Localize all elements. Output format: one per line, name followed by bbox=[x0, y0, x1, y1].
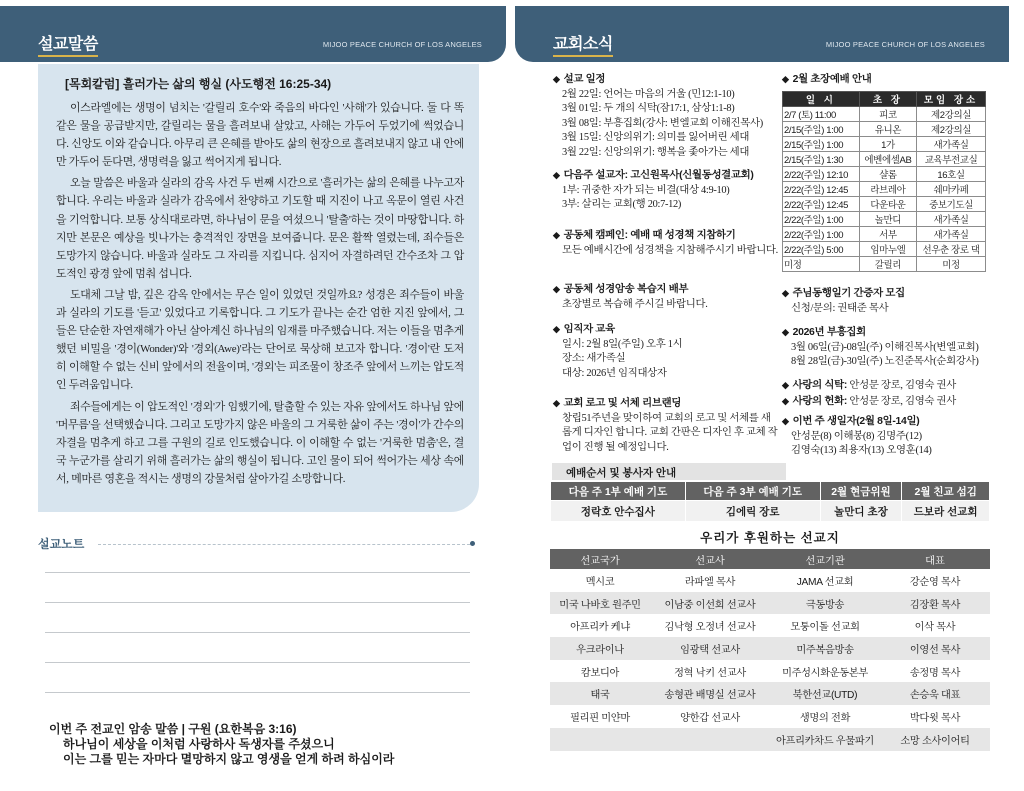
servant-table bbox=[550, 481, 990, 522]
section-title: ◆ 사랑의 식탁: bbox=[782, 380, 847, 391]
worship-order-label: 예배순서 및 봉사자 안내 bbox=[552, 463, 786, 480]
section-title: ◆ 2월 초장예배 안내 bbox=[782, 72, 992, 88]
rally-cell: 2/22(주일) 1:00 bbox=[783, 227, 860, 242]
memory-verse-heading: 이번 주 전교인 암송 말씀 | 구원 (요한복음 3:16) bbox=[49, 722, 297, 736]
missions-header: 대표 bbox=[880, 549, 990, 569]
church-name: MIJOO PEACE CHURCH OF LOS ANGELES bbox=[322, 40, 482, 49]
rally-cell: 2/22(주일) 1:00 bbox=[783, 212, 860, 227]
mission-row bbox=[550, 614, 990, 637]
rally-cell: 새가족실 bbox=[917, 212, 986, 227]
mission-row bbox=[550, 682, 990, 705]
officer-education bbox=[553, 322, 778, 381]
sermon-banner-title: 설교말씀 bbox=[38, 31, 98, 57]
rally-cell: 갈릴리 bbox=[859, 257, 916, 272]
love-flower-names: 안성문 장로, 김영숙 권사 bbox=[849, 395, 956, 407]
notes-line bbox=[45, 602, 470, 603]
rally-row bbox=[783, 197, 986, 212]
mission-row bbox=[550, 728, 990, 751]
news-page bbox=[515, 0, 1024, 791]
notes-line bbox=[45, 662, 470, 663]
mission-row bbox=[550, 705, 990, 728]
schedule-line: 3월 08일: 부흥집회(강사: 변엘교회 이해진목사) bbox=[562, 117, 763, 129]
mission-row bbox=[550, 569, 990, 592]
rally-cell: 2/22(주일) 12:45 bbox=[783, 197, 860, 212]
mission-cell: 모퉁이돌 선교회 bbox=[770, 614, 880, 637]
rally-cell: 샬롬 bbox=[859, 167, 916, 182]
bible-campaign bbox=[553, 228, 778, 258]
mission-cell: JAMA 선교회 bbox=[770, 569, 880, 592]
rally-row bbox=[783, 107, 986, 122]
schedule-line: 3월 01일: 두 개의 식탁(잠17:1, 삼상1:1-8) bbox=[562, 103, 735, 114]
rally-row bbox=[783, 137, 986, 152]
section-title: ◆ 설교 일정 bbox=[553, 72, 778, 88]
rally-cell: 다운타운 bbox=[859, 197, 916, 212]
logo-rebranding bbox=[553, 396, 778, 455]
mission-cell: 김낙형 오정녀 선교사 bbox=[650, 614, 770, 637]
section-title: ◆ 2026년 부흥집회 bbox=[782, 325, 997, 341]
revival-line: 3월 06일(금)-08일(주) 이해진목사(변엘교회) bbox=[791, 341, 979, 353]
memory-verse-line: 이는 그를 믿는 자마다 멸망하지 않고 영생을 얻게 하려 하심이라 bbox=[63, 752, 395, 766]
rally-cell: 2/22(주일) 5:00 bbox=[783, 242, 860, 257]
rally-cell: 1가 bbox=[859, 137, 916, 152]
mission-cell: 필리핀 미얀마 bbox=[550, 705, 650, 728]
rally-cell: 새가족실 bbox=[917, 137, 986, 152]
missions-table bbox=[550, 549, 990, 751]
rally-row bbox=[783, 167, 986, 182]
sermon-paragraph: 오늘 말씀은 바울과 실라의 감옥 사건 두 번째 시간으로 '흘러가는 삶의 은혜를 나누고자 합니다. 우리는 바울과 실라가 감옥에서 찬양하고 기도할 때 지진이 나고 옥문이 열린 사건을 기억합니다. 보통 상식대로라면, 하나님이 문을 여셨으니 '탈출'하는 것이 마땅합니다. 하지만 본문은 예상을 빗나가는 충격적인 장면을 보여줍니다. 문은 활짝 열렸는데, 죄수들은 도망가지 않습니다. 바울과 실라도 그 자리를 지킵니다. 심지어 자결하려던 간수조차 그 압도적인 광경 앞에 멈춰 섭니다. bbox=[56, 177, 464, 280]
memory-verse bbox=[49, 722, 489, 767]
rebranding-line: 창립51주년을 맞이하여 교회의 로고 및 서체를 새롭게 디자인 합니다. 교회 간판은 디자인 후 교체 작업이 진행 될 예정입니다. bbox=[562, 412, 778, 453]
campaign-line: 모든 예배시간에 성경책을 지참해주시기 바랍니다. bbox=[562, 244, 778, 256]
news-banner-title: 교회소식 bbox=[553, 31, 613, 57]
servant-header: 2월 현금위원 bbox=[820, 482, 902, 501]
section-title: ◆ 임직자 교육 bbox=[553, 322, 778, 338]
mission-cell: 생명의 전화 bbox=[770, 705, 880, 728]
sermon-paragraph: 이스라엘에는 생명이 넘치는 '갈릴리 호수'와 죽음의 바다인 '사해'가 있습니다. 둘 다 똑같은 물을 공급받지만, 갈릴리는 물을 흘려보내 살았고, 사해는 가두어 두었기에 썩었습니다. 신앙도 이와 같습니다. 아무리 큰 은혜를 받아도 삶의 현장으로 흘려보내지 않고 내 안에만 가두어 둔다면, 생명력을 잃고 썩어지게 됩니다. bbox=[56, 102, 464, 169]
sermon-page bbox=[0, 0, 509, 791]
notes-line bbox=[45, 632, 470, 633]
mission-cell: 라파엘 목사 bbox=[650, 569, 770, 592]
rally-row bbox=[783, 182, 986, 197]
servant-header: 다음 주 3부 예배 기도 bbox=[685, 482, 820, 501]
rally-cell: 서부 bbox=[859, 227, 916, 242]
mission-cell: 이남중 이선희 선교사 bbox=[650, 592, 770, 615]
mission-cell: 이삭 목사 bbox=[880, 614, 990, 637]
mission-cell: 강순영 목사 bbox=[880, 569, 990, 592]
missions-title: 우리가 후원하는 선교지 bbox=[700, 531, 840, 545]
section-title: ◆ 공동체 캠페인: 예배 때 성경책 지참하기 bbox=[553, 228, 778, 244]
rally-cell: 제2강의실 bbox=[917, 122, 986, 137]
rally-row bbox=[783, 227, 986, 242]
rally-cell: 교육부전교실 bbox=[917, 152, 986, 167]
mission-cell: 태국 bbox=[550, 682, 650, 705]
rally-row bbox=[783, 242, 986, 257]
schedule-line: 3월 15일: 신앙의위기: 의미를 잃어버린 세대 bbox=[562, 132, 750, 143]
rally-cell: 쉐마카페 bbox=[917, 182, 986, 197]
rally-cell: 피코 bbox=[859, 107, 916, 122]
rally-cell: 유니온 bbox=[859, 122, 916, 137]
mission-cell: 김장환 목사 bbox=[880, 592, 990, 615]
section-title: ◆ 다음주 설교자: 고신원목사(신월동성결교회) bbox=[553, 168, 778, 184]
sermon-notes-label: 설교노트 bbox=[38, 537, 85, 551]
mission-cell: 미주성시화운동본부 bbox=[770, 660, 880, 683]
section-title: ◆ 교회 로고 및 서체 리브랜딩 bbox=[553, 396, 778, 412]
mission-row bbox=[550, 660, 990, 683]
rally-header-time: 일 시 bbox=[783, 92, 860, 107]
notes-divider bbox=[98, 544, 470, 545]
recitation-line: 초장별로 복습해 주시길 바랍니다. bbox=[562, 298, 708, 310]
mission-cell: 임광택 선교사 bbox=[650, 637, 770, 660]
missions-header: 선교국가 bbox=[550, 549, 650, 569]
recitation-review bbox=[553, 282, 778, 312]
revival-line: 8월 28일(금)-30일(주) 노진준목사(순회강사) bbox=[791, 356, 979, 367]
notes-line bbox=[45, 572, 470, 573]
next-week-preacher bbox=[553, 168, 778, 213]
love-ministry bbox=[782, 378, 997, 409]
missions-header: 선교사 bbox=[650, 549, 770, 569]
mission-cell bbox=[650, 728, 770, 751]
revival-meeting bbox=[782, 325, 997, 370]
memory-verse-line: 하나님이 세상을 이처럼 사랑하사 독생자를 주셨으니 bbox=[63, 737, 335, 751]
notes-dot bbox=[470, 541, 475, 546]
mission-cell: 극동방송 bbox=[770, 592, 880, 615]
birthdays bbox=[782, 414, 997, 459]
schedule-line: 2월 22일: 언어는 마음의 거울 (민12:1-10) bbox=[562, 88, 735, 100]
sermon-paragraph: 도대체 그날 밤, 깊은 감옥 안에서는 무슨 일이 있었던 것일까요? 성경은 죄수들이 바울과 실라의 기도를 '듣고' 있었다고 기록합니다. 그 기도가 끝나는 순간 엄한 지진 앞에서, 그들은 단순한 자연재해가 아닌 살아계신 하나님의 임재를 마주했습니다. 저는 이들을 멈추게 했던 비밀을 '경이(Wonder)'와 '경외(Awe)'라는 단어로 묵상해 보고자 합니다. '경이'란 도저히 이해할 수 없는 신비 앞에서의 전율이며, '경외'는 피조물이 창조주 앞에서 느끼는 압도적인 두려움입니다. bbox=[56, 288, 464, 392]
section-title: ◆ 이번 주 생일자(2월 8일-14일) bbox=[782, 414, 997, 430]
mission-cell: 멕시코 bbox=[550, 569, 650, 592]
rally-header-group: 초 장 bbox=[859, 92, 916, 107]
rally-table bbox=[782, 91, 986, 272]
mission-cell: 송정명 목사 bbox=[880, 660, 990, 683]
rally-cell: 라브레아 bbox=[859, 182, 916, 197]
mission-cell: 아프리카차드 우물파기 bbox=[770, 728, 880, 751]
preacher-line: 1부: 귀중한 자가 되는 비결(대상 4:9-10) bbox=[562, 184, 730, 196]
news-banner bbox=[515, 6, 1009, 62]
schedule-line: 3월 22일: 신앙의위기: 행복을 좇아가는 세대 bbox=[562, 146, 750, 158]
rally-cell: 새가족실 bbox=[917, 227, 986, 242]
rally-cell: 2/15(주일) 1:30 bbox=[783, 152, 860, 167]
love-table-names: 안성문 장로, 김영숙 권사 bbox=[849, 380, 956, 391]
education-line: 일시: 2월 8일(주일) 오후 1시 bbox=[562, 338, 683, 350]
sermon-column-box bbox=[38, 64, 479, 512]
rally-cell: 선우춘 장로 댁 bbox=[917, 242, 986, 257]
sermon-banner bbox=[0, 6, 506, 62]
rally-cell: 중보기도실 bbox=[917, 197, 986, 212]
section-title: ◆ 공동체 성경암송 복습지 배부 bbox=[553, 282, 778, 298]
journal-testimony bbox=[782, 286, 992, 316]
mission-cell: 손승욱 대표 bbox=[880, 682, 990, 705]
servant-value: 정락호 안수집사 bbox=[551, 501, 686, 522]
mission-cell: 북한선교(UTD) bbox=[770, 682, 880, 705]
rally-row bbox=[783, 122, 986, 137]
mission-row bbox=[550, 592, 990, 615]
rally-row bbox=[783, 152, 986, 167]
mission-cell bbox=[550, 728, 650, 751]
mission-cell: 박다윗 목사 bbox=[880, 705, 990, 728]
rally-cell: 놀만디 bbox=[859, 212, 916, 227]
rally-cell: 2/15(주일) 1:00 bbox=[783, 137, 860, 152]
sermon-paragraph: 죄수들에게는 이 압도적인 '경외'가 임했기에, 탈출할 수 있는 자유 앞에서도 하나님 앞에 '머무름'을 선택했습니다. 그리고 도망가지 않은 바울의 그 거룩한 삶이 주는 '경이'가 간수의 자결을 멈추게 하고 그를 구원의 길로 인도했습니다. 이 이해할 수 없는 '거룩한 멈춤'은, 결국 누군가를 살리기 위해 흘러가는 삶의 행실이 됩니다. 고인 물이 되어 썩어가는 세상 속에서, 메마른 영혼을 적시는 생명의 강물처럼 살아가길 소망합니다. bbox=[56, 400, 464, 485]
church-name: MIJOO PEACE CHURCH OF LOS ANGELES bbox=[825, 40, 985, 49]
sermon-heading: [목회칼럼] 흘러가는 삶의 행실 (사도행전 16:25-34) bbox=[65, 77, 332, 91]
servant-header: 다음 주 1부 예배 기도 bbox=[551, 482, 686, 501]
rally-cell: 제2강의실 bbox=[917, 107, 986, 122]
preacher-line: 3부: 살리는 교회(행 20:7-12) bbox=[562, 199, 682, 210]
mission-cell: 양한갑 선교사 bbox=[650, 705, 770, 728]
education-line: 장소: 새가족실 bbox=[562, 353, 626, 364]
education-line: 대상: 2026년 임직대상자 bbox=[562, 367, 667, 379]
mission-cell: 이영선 목사 bbox=[880, 637, 990, 660]
mission-cell: 송형관 배명실 선교사 bbox=[650, 682, 770, 705]
mission-cell: 소망 소사이어티 bbox=[880, 728, 990, 751]
rally-row bbox=[783, 212, 986, 227]
servant-value: 드보라 선교회 bbox=[902, 501, 990, 522]
mission-cell: 아프리카 케냐 bbox=[550, 614, 650, 637]
rally-cell: 임마누엘 bbox=[859, 242, 916, 257]
servant-value: 놀만디 초장 bbox=[820, 501, 902, 522]
rally-cell: 16호실 bbox=[917, 167, 986, 182]
sermon-body bbox=[56, 99, 464, 491]
rally-cell: 에벤에셀AB bbox=[859, 152, 916, 167]
servant-header: 2월 친교 섬김 bbox=[902, 482, 990, 501]
mission-cell: 미국 나바호 원주민 bbox=[550, 592, 650, 615]
rally-cell: 2/15(주일) 1:00 bbox=[783, 122, 860, 137]
rally-cell: 2/7 (토) 11:00 bbox=[783, 107, 860, 122]
rally-cell: 2/22(주일) 12:10 bbox=[783, 167, 860, 182]
section-title: ◆ 사랑의 헌화: bbox=[782, 396, 847, 407]
birthday-line: 안성문(8) 이해봉(8) 김명주(12) bbox=[791, 430, 922, 442]
rally-cell: 미정 bbox=[783, 257, 860, 272]
notes-line bbox=[45, 692, 470, 693]
servant-value: 김에릭 장로 bbox=[685, 501, 820, 522]
mission-cell: 미주복음방송 bbox=[770, 637, 880, 660]
mission-cell: 캄보디아 bbox=[550, 660, 650, 683]
mission-row bbox=[550, 637, 990, 660]
rally-cell: 미정 bbox=[917, 257, 986, 272]
journal-line: 신청/문의: 권태준 목사 bbox=[791, 302, 889, 314]
birthday-line: 김영숙(13) 최용자(13) 오영훈(14) bbox=[791, 445, 932, 456]
rally-header-place: 모임 장소 bbox=[917, 92, 986, 107]
mission-cell: 우크라이나 bbox=[550, 637, 650, 660]
mission-cell: 정혁 낙키 선교사 bbox=[650, 660, 770, 683]
missions-header: 선교기관 bbox=[770, 549, 880, 569]
rally-row bbox=[783, 257, 986, 272]
sermon-schedule bbox=[553, 72, 778, 160]
rally-cell: 2/22(주일) 12:45 bbox=[783, 182, 860, 197]
rally-schedule bbox=[782, 72, 992, 88]
section-title: ◆ 주님동행일기 간증자 모집 bbox=[782, 286, 992, 302]
